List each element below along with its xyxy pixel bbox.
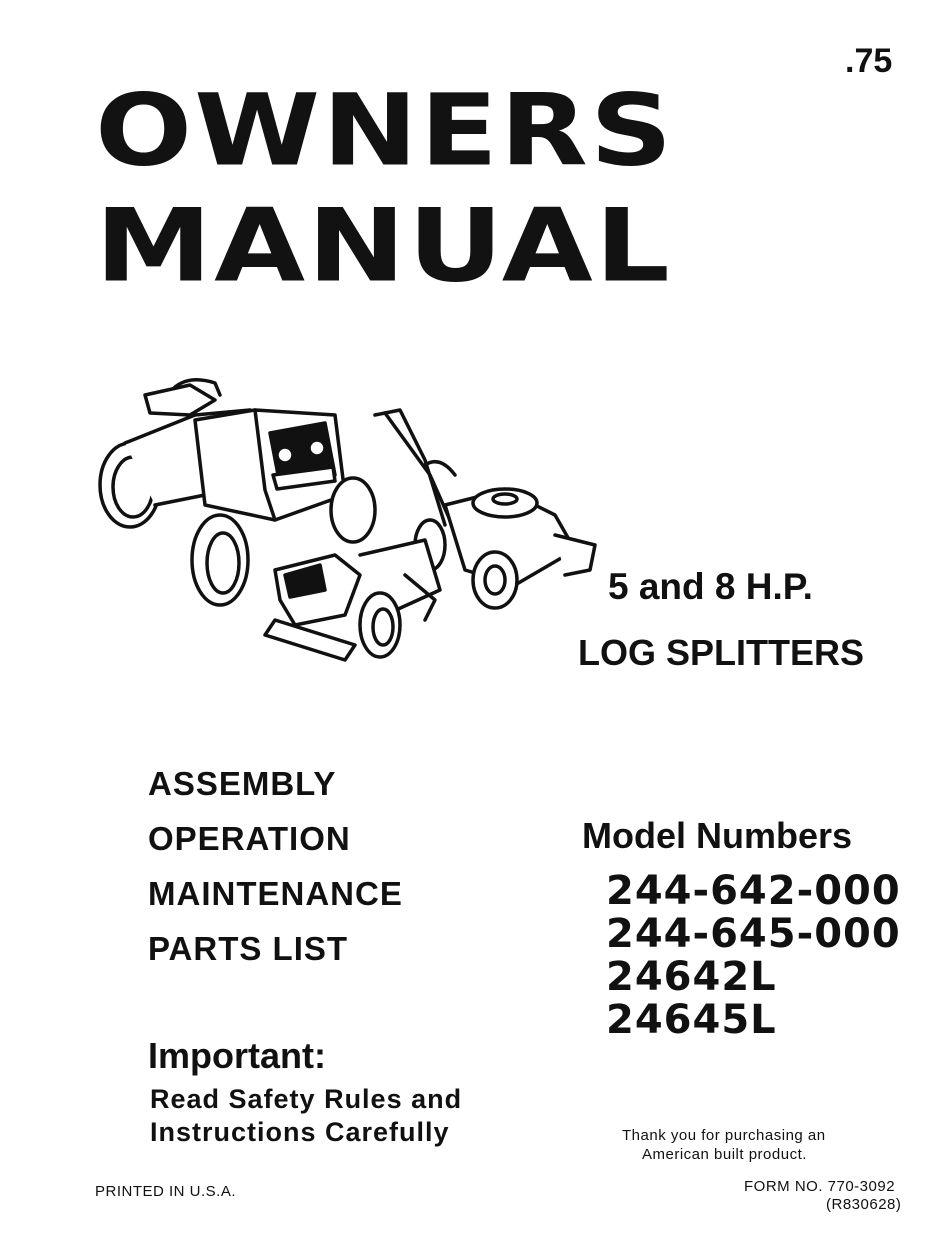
thank-you-line2: American built product. [642,1146,807,1163]
safety-note-line1: Read Safety Rules and [150,1084,463,1114]
product-type-heading: LOG SPLITTERS [578,632,865,673]
form-number: FORM NO. 770-3092 [744,1178,896,1195]
section-operation: OPERATION [148,820,351,857]
model-numbers-list [606,870,901,1042]
model-numbers-heading: Model Numbers [582,815,853,856]
title-owners: OWNERS [95,74,675,189]
thank-you-line1: Thank you for purchasing an [622,1127,826,1144]
lawn-equipment-illustration [95,375,605,675]
horsepower-heading: 5 and 8 H.P. [608,566,813,607]
model-number: 24645L [606,997,777,1043]
section-parts-list: PARTS LIST [148,930,349,967]
safety-note-line2: Instructions Carefully [150,1117,450,1147]
thank-you-note [622,1126,826,1164]
tiller-drawing [265,540,440,660]
model-number: 244-642-000 [606,868,901,914]
section-maintenance: MAINTENANCE [148,875,403,912]
price-label: .75 [845,42,893,80]
section-assembly: ASSEMBLY [148,765,337,802]
manual-sections-list [148,756,403,976]
important-heading: Important: [148,1035,326,1076]
title-manual: MANUAL [95,187,672,305]
model-number: 244-645-000 [606,911,901,957]
printed-in-label: PRINTED IN U.S.A. [95,1183,237,1200]
form-code: (R830628) [826,1196,902,1213]
model-number: 24642L [606,954,777,1000]
